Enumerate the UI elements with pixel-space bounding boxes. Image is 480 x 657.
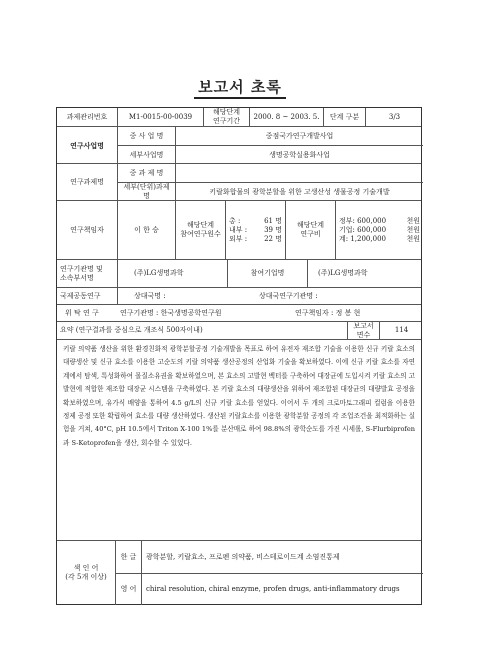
label-researcher: 연구책임자 xyxy=(70,225,104,234)
label-commissioned: 위 탁 연 구 xyxy=(65,308,99,317)
label-participants: 해당단계 참여연구원수 xyxy=(175,201,225,259)
value-commissioned-researcher: 연구책임자 : 정 봉 현 xyxy=(295,308,361,317)
label-budget: 해당단계 연구비 xyxy=(285,201,335,259)
value-keywords-korean: 광학분할, 키랄효소, 프로펜 의약품, 비스테로이드계 소염진통제 xyxy=(141,541,423,573)
value-keywords-english: chiral resolution, chiral enzyme, profen drugs, anti-inflammatory drugs xyxy=(141,573,423,605)
value-researcher: 이 한 승 xyxy=(117,201,175,259)
label-stage: 단계 구분 xyxy=(323,108,365,126)
label-summary: 요약 (연구결과를 중심으로 개조식 500자이내) xyxy=(60,326,203,334)
value-period: 2000. 8 ~ 2003. 5. xyxy=(249,108,323,126)
row-institution xyxy=(57,259,421,287)
value-project-id: M1-0015-00-0039 xyxy=(117,108,203,126)
row-researcher xyxy=(57,200,421,259)
row-project xyxy=(57,163,421,200)
value-main-project xyxy=(175,164,423,182)
label-sub-project: 세부(단위)과제명 xyxy=(117,182,175,201)
value-stage: 3/3 xyxy=(365,108,423,126)
page-title: 보고서 초록 xyxy=(0,76,480,97)
label-project-id: 과제관리번호 xyxy=(66,112,108,121)
row-international xyxy=(57,287,421,304)
row-commissioned xyxy=(57,304,421,321)
label-international: 국제공동연구 xyxy=(60,291,101,300)
report-summary-form xyxy=(56,107,422,605)
abstract-text: 키랄 의약품 생산을 위한 환경친화적 광학분할공정 기술개발을 목표로 하여 유전자 재조합 기술을 이용한 신규 키랄 효소의 대량생산 및 신규 효소를 이용한 고순도의 키랄 의약품 생산공정의 산업화 기술을 확보하였다. 이에 신규 키랄 효소를 자연계에서 탐색, 특성화하여 몰질소유권을 확보하였으며, 본 효소의 고발현 벡터를 구축하여 대장균에 도입시켜 키랄 효소의 고발현에 적합한 재조합 대장균 시스템을 구축하였다. 본 키랄 효소의 대량생산을 위하여 재조합된 대장균의 대량발효 공정을 확보하였으며, 유가식 배양을 통하여 4.5 g/L의 신규 키랄 효소를 얻었다. 이어서 두 개의 크로마토그래피 컬럼을 이용한 정제 공정 또한 확립하여 효소를 대량 생산하였다. 생산된 키랄효소를 이용한 광학분할 공정의 각 조업조건을 최적화하는 실험을 거쳐, 40°C, pH 10.5에서 Triton X-100 1%를 분산매로 하여 98.8%의 광학순도를 가진 시세롤, S-Flurbiprofen과 S-Ketoprofen을 생산, 회수할 수 있었다. xyxy=(63,345,416,447)
value-commissioned-institution: 연구기관명 : 한국생명공학연구원 xyxy=(120,308,222,317)
label-main-project: 중 과 제 명 xyxy=(117,164,175,182)
value-main-program: 중점국가연구개발사업 xyxy=(175,127,423,145)
row-project-id xyxy=(57,108,421,126)
label-keywords: 색 인 어 (각 5개 이상) xyxy=(65,563,107,581)
value-partner-country: 상대국명 : xyxy=(117,288,227,304)
label-period: 해당단계 연구기간 xyxy=(203,108,249,126)
value-sub-program: 생명공학실용화사업 xyxy=(175,145,423,164)
label-institution: 연구기관명 및 소속부서명 xyxy=(60,264,103,282)
value-sub-project: 키랄화합물의 광학분할을 위한 고생산성 생물공정 기술개발 xyxy=(175,182,423,201)
label-program: 연구사업명 xyxy=(70,140,104,150)
value-partner-institution: 상대국연구기관명 : xyxy=(259,291,318,300)
label-sub-program: 세부사업명 xyxy=(117,145,175,164)
label-main-program: 중 사 업 명 xyxy=(117,127,175,145)
label-partner: 참여기업명 xyxy=(227,260,307,287)
value-partner: (주)LG생명과학 xyxy=(307,260,423,287)
abstract-section xyxy=(57,339,421,540)
value-participants: 총 : 61 명 내부 : 39 명 외부 : 22 명 xyxy=(225,201,285,259)
value-page-count: 114 xyxy=(379,322,423,339)
label-keywords-english: 영 어 xyxy=(115,573,141,605)
label-keywords-korean: 한 글 xyxy=(115,541,141,573)
keywords-section xyxy=(57,540,421,604)
label-project: 연구과제명 xyxy=(70,177,104,186)
value-institution: (주)LG생명과학 xyxy=(117,260,227,287)
label-page-count: 보고서 면수 xyxy=(347,322,379,339)
value-budget: 정부: 600,000 천원 기업: 600,000 천원 계: 1,200,000 천원 xyxy=(335,201,423,259)
row-summary-header xyxy=(57,321,421,339)
row-program xyxy=(57,126,421,163)
